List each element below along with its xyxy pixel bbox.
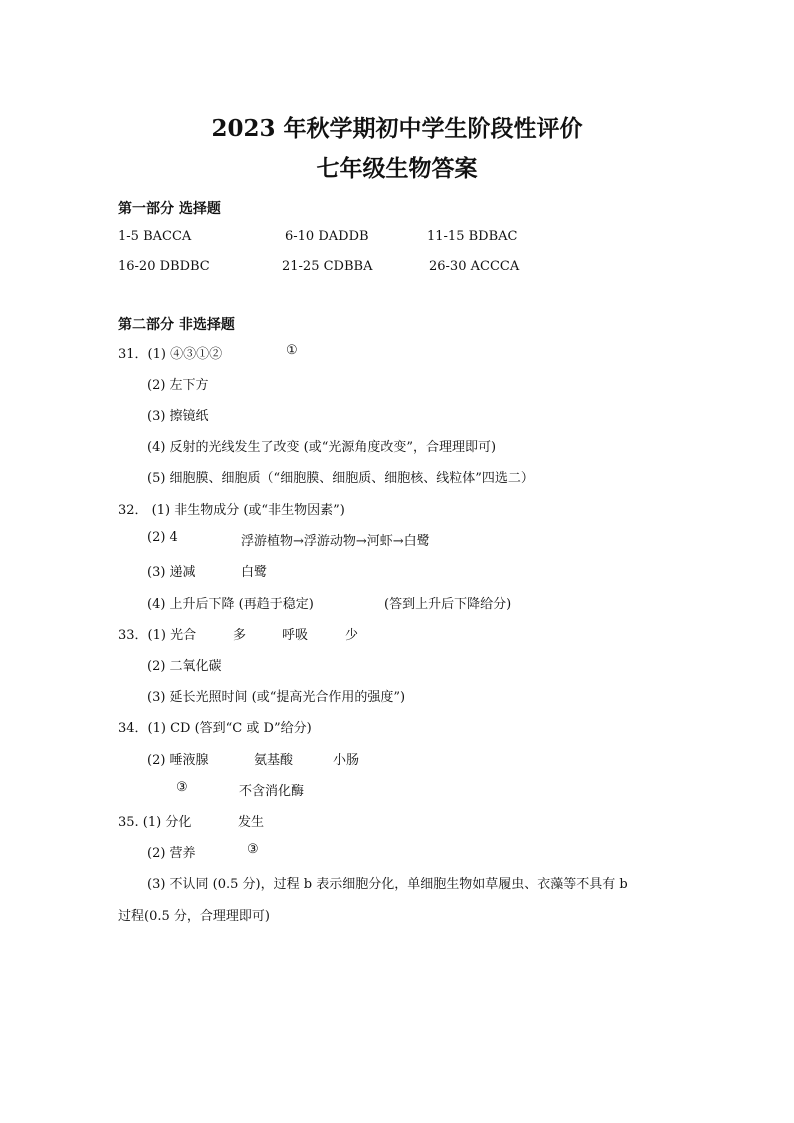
q33-answer-more: 多	[233, 628, 247, 643]
q32-line1: 32． (1) 非生物成分 (或“非生物因素”)	[118, 503, 345, 518]
q34-answer-amino-acid: 氨基酸	[254, 753, 294, 768]
q35-line2: (2) 营养	[147, 846, 196, 861]
part1-heading: 第一部分 选择题	[118, 201, 221, 217]
q35-line1: 35. (1) 分化	[118, 815, 192, 830]
q33-line3: (3) 延长光照时间 (或“提高光合作用的强度”)	[147, 690, 406, 705]
q31-line2: (2) 左下方	[147, 378, 209, 393]
q33-answer-respiration: 呼吸	[282, 628, 309, 643]
q31-line1: 31．(1) ④③①②	[118, 347, 223, 362]
q35-line2-answer: ③	[247, 842, 259, 857]
q33-line2: (2) 二氧化碳	[147, 659, 222, 674]
q32-food-chain: 浮游植物→浮游动物→河虾→白鹭	[241, 534, 430, 549]
q35-line4: 过程(0.5 分，合理理即可)	[118, 909, 270, 924]
q32-line4-note: (答到上升后下降给分)	[384, 597, 512, 612]
page-title: 2023 年秋学期初中学生阶段性评价	[211, 115, 583, 142]
q34-line1: 34．(1) CD (答到“C 或 D”给分)	[118, 721, 312, 736]
answer-11-15: 11-15 BDBAC	[427, 229, 518, 244]
answer-6-10: 6-10 DADDB	[285, 229, 369, 244]
q34-answer-small-intestine: 小肠	[333, 753, 360, 768]
q32-line3-answer: 白鹭	[241, 565, 268, 580]
page-subtitle: 七年级生物答案	[316, 155, 478, 182]
q31-line4: (4) 反射的光线发生了改变 (或“光源角度改变”，合理理即可)	[147, 440, 497, 455]
q32-line4: (4) 上升后下降 (再趋于稳定)	[147, 597, 314, 612]
q31-line3: (3) 擦镜纸	[147, 409, 209, 424]
q34-line2: (2) 唾液腺	[147, 753, 209, 768]
q31-line5: (5) 细胞膜、细胞质（“细胞膜、细胞质、细胞核、线粒体”四选二）	[147, 471, 534, 486]
answer-26-30: 26-30 ACCCA	[429, 259, 520, 274]
q34-line3-answer: 不含消化酶	[239, 784, 305, 799]
q33-line1: 33．(1) 光合	[118, 628, 197, 643]
q31-line1-answer: ①	[286, 343, 298, 358]
q35-line3: (3) 不认同 (0.5 分)，过程 b 表示细胞分化，单细胞生物如草履虫、衣藻等不具有 b	[147, 877, 628, 892]
q32-line3: (3) 递减	[147, 565, 196, 580]
q33-answer-less: 少	[345, 628, 359, 643]
answer-16-20: 16-20 DBDBC	[118, 259, 210, 274]
q32-line2: (2) 4	[147, 530, 178, 545]
q35-line1-answer: 发生	[238, 815, 265, 830]
part2-heading: 第二部分 非选择题	[118, 317, 235, 333]
answer-21-25: 21-25 CDBBA	[282, 259, 373, 274]
answer-1-5: 1-5 BACCA	[118, 229, 192, 244]
q34-line3: ③	[176, 780, 188, 795]
